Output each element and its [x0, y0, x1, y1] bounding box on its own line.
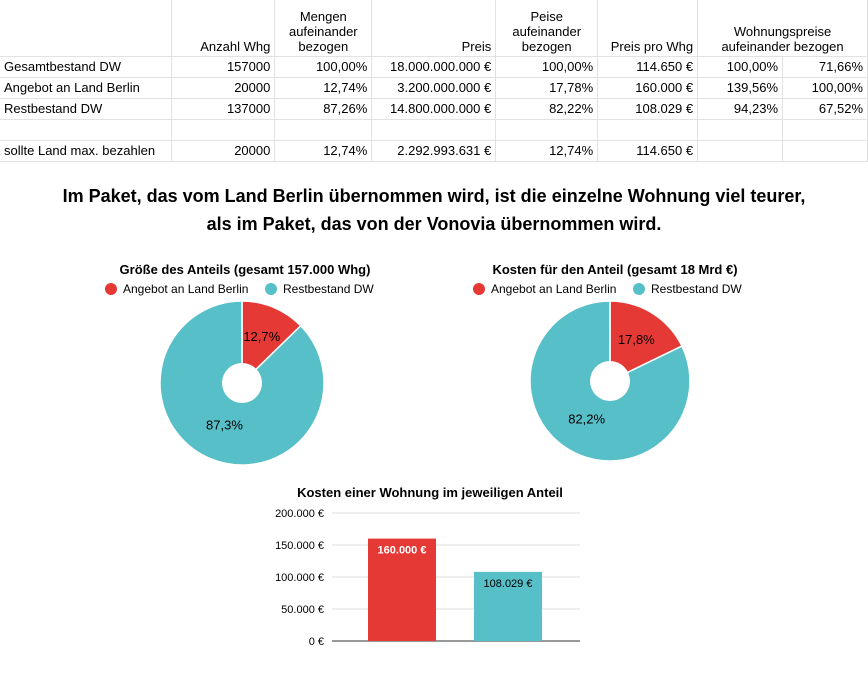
table-row — [0, 99, 868, 120]
table-cell[interactable] — [783, 120, 868, 141]
y-tick-label: 50.000 € — [281, 604, 324, 616]
table-cell[interactable]: 114.650 € — [598, 57, 698, 78]
table-cell[interactable] — [698, 141, 783, 162]
legend-marker — [633, 283, 645, 295]
chart-title: Kosten für den Anteil (gesamt 18 Mrd €) — [492, 262, 738, 277]
table-cell[interactable] — [496, 120, 598, 141]
table-cell[interactable]: Gesamtbestand DW — [0, 57, 172, 78]
table-cell[interactable]: 160.000 € — [598, 78, 698, 99]
table-cell[interactable]: 100,00% — [496, 57, 598, 78]
table-cell[interactable] — [783, 141, 868, 162]
legend-label: Angebot an Land Berlin — [491, 282, 617, 296]
table-cell[interactable]: 12,74% — [275, 141, 372, 162]
chart-heading — [0, 182, 868, 238]
y-tick-label: 150.000 € — [275, 540, 324, 552]
table-cell[interactable]: 100,00% — [783, 78, 868, 99]
table-cell[interactable]: 14.800.000.000 € — [372, 99, 496, 120]
column-header[interactable]: Peise aufeinander bezogen — [496, 0, 598, 57]
chart-title: Kosten einer Wohnung im jeweiligen Anteil — [297, 485, 563, 500]
pie-center-hole — [590, 361, 630, 401]
table-row — [0, 141, 868, 162]
table-cell[interactable]: 94,23% — [698, 99, 783, 120]
table-cell[interactable]: 100,00% — [275, 57, 372, 78]
slice-value-label: 82,2% — [568, 411, 606, 427]
table-cell[interactable]: 100,00% — [698, 57, 783, 78]
pie-chart-share — [60, 255, 430, 470]
y-tick-label: 0 € — [308, 636, 324, 648]
column-header[interactable]: Preis pro Whg — [598, 0, 698, 57]
table-cell[interactable]: 108.029 € — [598, 99, 698, 120]
column-header[interactable]: Wohnungspreise aufeinander bezogen — [698, 0, 868, 57]
heading-line-2: als im Paket, das von der Vonovia übernommen wird. — [206, 214, 662, 234]
column-header[interactable]: Preis — [372, 0, 496, 57]
table-header-row — [0, 0, 868, 57]
table-cell[interactable] — [698, 120, 783, 141]
y-tick-label: 200.000 € — [275, 508, 324, 520]
table-row — [0, 57, 868, 78]
bar-chart-cost-per-flat — [220, 478, 640, 668]
table-cell[interactable]: 71,66% — [783, 57, 868, 78]
slice-value-label: 17,8% — [617, 331, 655, 347]
table-cell[interactable]: 139,56% — [698, 78, 783, 99]
table-cell[interactable]: 87,26% — [275, 99, 372, 120]
table-cell[interactable] — [0, 120, 172, 141]
pie-chart-cost — [430, 255, 800, 470]
table-cell[interactable] — [372, 120, 496, 141]
slice-value-label: 87,3% — [206, 417, 243, 433]
heading-line-1: Im Paket, das vom Land Berlin übernommen wird, ist die einzelne Wohnung viel teurer, — [62, 186, 806, 206]
table-cell[interactable] — [598, 120, 698, 141]
legend-label: Restbestand DW — [283, 282, 374, 296]
legend-marker — [105, 283, 117, 295]
table-row — [0, 78, 868, 99]
table-cell[interactable]: 157000 — [172, 57, 275, 78]
table-cell[interactable]: Angebot an Land Berlin — [0, 78, 172, 99]
table-cell[interactable]: 17,78% — [496, 78, 598, 99]
table-row — [0, 120, 868, 141]
legend-marker — [473, 283, 485, 295]
slice-value-label: 12,7% — [243, 329, 281, 345]
table-cell[interactable]: 114.650 € — [598, 141, 698, 162]
column-header[interactable]: Anzahl Whg — [172, 0, 275, 57]
bar-value-label: 160.000 € — [377, 544, 427, 557]
table-cell[interactable]: Restbestand DW — [0, 99, 172, 120]
bar-value-label: 108.029 € — [483, 577, 533, 590]
legend-marker — [265, 283, 277, 295]
legend-label: Restbestand DW — [651, 282, 742, 296]
table-cell[interactable]: 20000 — [172, 78, 275, 99]
y-tick-label: 100.000 € — [275, 572, 324, 584]
table-cell[interactable]: 82,22% — [496, 99, 598, 120]
table-cell[interactable]: 2.292.993.631 € — [372, 141, 496, 162]
table-cell[interactable]: 67,52% — [783, 99, 868, 120]
table-cell[interactable]: 137000 — [172, 99, 275, 120]
table-cell[interactable]: sollte Land max. bezahlen — [0, 141, 172, 162]
table-cell[interactable]: 3.200.000.000 € — [372, 78, 496, 99]
table-cell[interactable]: 18.000.000.000 € — [372, 57, 496, 78]
legend-label: Angebot an Land Berlin — [123, 282, 249, 296]
table-cell[interactable] — [275, 120, 372, 141]
chart-title: Größe des Anteils (gesamt 157.000 Whg) — [119, 262, 371, 277]
table-cell[interactable]: 12,74% — [275, 78, 372, 99]
spreadsheet-table — [0, 0, 868, 162]
table-cell[interactable]: 12,74% — [496, 141, 598, 162]
pie-center-hole — [222, 363, 262, 403]
table-cell[interactable]: 20000 — [172, 141, 275, 162]
column-header[interactable] — [0, 0, 172, 57]
table-cell[interactable] — [172, 120, 275, 141]
column-header[interactable]: Mengen aufeinander bezogen — [275, 0, 372, 57]
